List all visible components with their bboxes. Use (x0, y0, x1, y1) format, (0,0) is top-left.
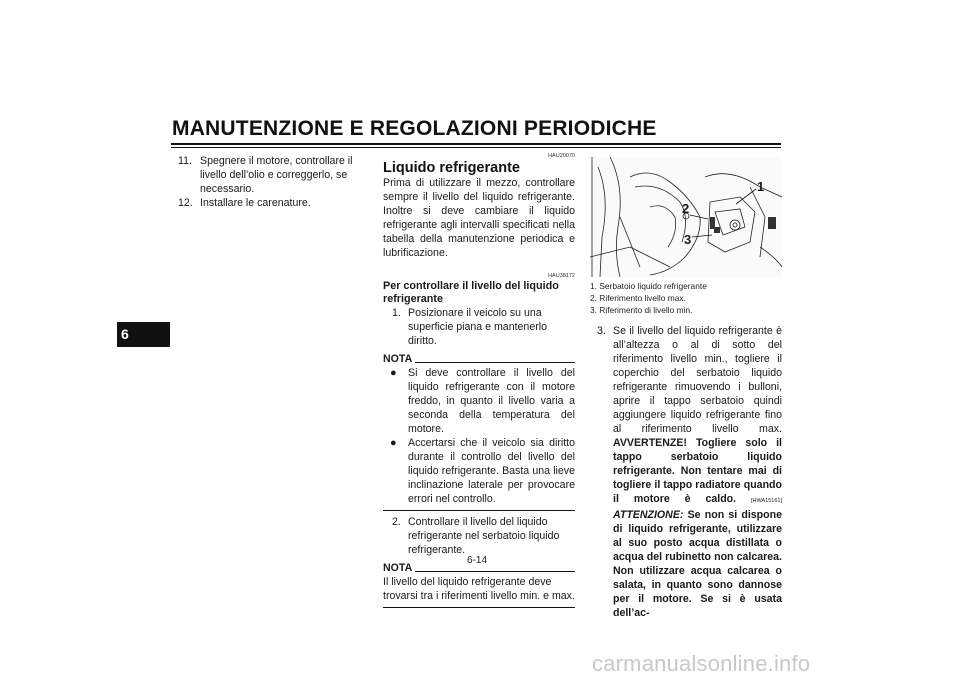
bullet-dot-icon: ● (390, 367, 397, 379)
note-end-rule (383, 510, 575, 511)
figure-label-1: 1 (757, 179, 765, 194)
attention-text: Se non si dispone di liquido refrigerante, utilizzare al suo posto acqua distillata o acqua del rubinetto non calcarea. Non utilizzare acqua calcarea o salata, in quanto sono dannose per il motore. Se si è usata dell’ac- (613, 509, 782, 619)
warning-code: [HWA15161] (751, 498, 782, 504)
step-1 (392, 306, 575, 348)
column-3 (590, 280, 782, 620)
step-number: 3. (597, 325, 606, 337)
watermark: carmanualsonline.info (592, 651, 811, 676)
step-text: Se il livello del liquido refrigerante è all’altezza o al di sotto del riferimento livello min., togliere il coperchio del serbatoio liquido refrigerante rimuovendo i bulloni, aprire il tappo serbatoio quindi aggiungere liquido refrigerante fino al riferimento livello max. (613, 325, 782, 435)
step-number: 2. (392, 516, 401, 528)
note-header (383, 352, 575, 366)
note-label: NOTA (383, 562, 413, 574)
column-1 (178, 154, 373, 210)
note-rule (415, 571, 575, 572)
step-3 (597, 324, 782, 620)
page-number: 6-14 (467, 555, 488, 566)
subsection-heading: Per controllare il livello del liquido refrigerante (383, 280, 559, 305)
section-intro: Prima di utilizzare il mezzo, controllare sempre il livello del liquido refrigerante. Inoltre si deve cambiare il liquido refrigerante agli intervalli specificati nella tabella della manutenzione periodica e lubrificazione. (383, 177, 575, 259)
warning-text: AVVERTENZE! Togliere solo il tappo serbatoio liquido refrigerante. Non tentare mai di togliere il tappo radiatore quando il motore è caldo. (613, 437, 782, 505)
figure-label-3: 3 (684, 232, 692, 247)
figure-caption: 1. Serbatoio liquido refrigerante (590, 281, 707, 291)
page-title: MANUTENZIONE E REGOLAZIONI PERIODICHE (172, 117, 657, 140)
step-number: 1. (392, 307, 401, 319)
note-bullet (390, 436, 575, 506)
item-number: 11. (178, 155, 192, 167)
note-end-rule (383, 607, 575, 608)
bullet-text: Si deve controllare il livello del liquido refrigerante con il motore freddo, in quanto il livello varia a seconda della temperatura del motore. (408, 367, 575, 435)
chapter-tab: 6 (117, 322, 170, 347)
coolant-reservoir-figure (590, 157, 782, 277)
item-text: Spegnere il motore, controllare il livello dell’olio e correggerlo, se necessario. (200, 155, 353, 195)
bullet-text: Accertarsi che il veicolo sia diritto durante il controllo del livello del liquido refrigerante. Basta una lieve inclinazione laterale per provocare errori nel controllo. (408, 437, 575, 505)
item-number: 12. (178, 197, 193, 209)
subsection-code: HAU38172 (548, 273, 575, 279)
note-bullet (390, 366, 575, 436)
step-2 (392, 515, 575, 557)
column-2 (383, 152, 575, 608)
attention-label: ATTENZIONE: (613, 509, 684, 521)
figure-caption: 2. Riferimento livello max. (590, 293, 686, 303)
figure-caption: 3. Riferimento di livello min. (590, 305, 693, 315)
item-text: Installare le carenature. (200, 197, 311, 209)
step-text: Controllare il livello del liquido refrigerante nel serbatoio liquido refrigerante. (408, 516, 560, 556)
list-item (178, 154, 373, 196)
figure-label-2: 2 (682, 201, 690, 216)
header-rule-thin (171, 147, 781, 148)
list-item (178, 196, 373, 210)
bullet-dot-icon: ● (390, 437, 397, 449)
note-label: NOTA (383, 353, 413, 365)
section-heading: Liquido refrigerante (383, 160, 520, 176)
note-rule (415, 362, 575, 363)
step-text: Posizionare il veicolo su una superficie piana e mantenerlo diritto. (408, 307, 547, 347)
note-text: Il livello del liquido refrigerante deve trovarsi tra i riferimenti livello min. e max. (383, 576, 575, 602)
header-rule (171, 143, 781, 145)
section-code: HAU20070 (548, 153, 575, 159)
